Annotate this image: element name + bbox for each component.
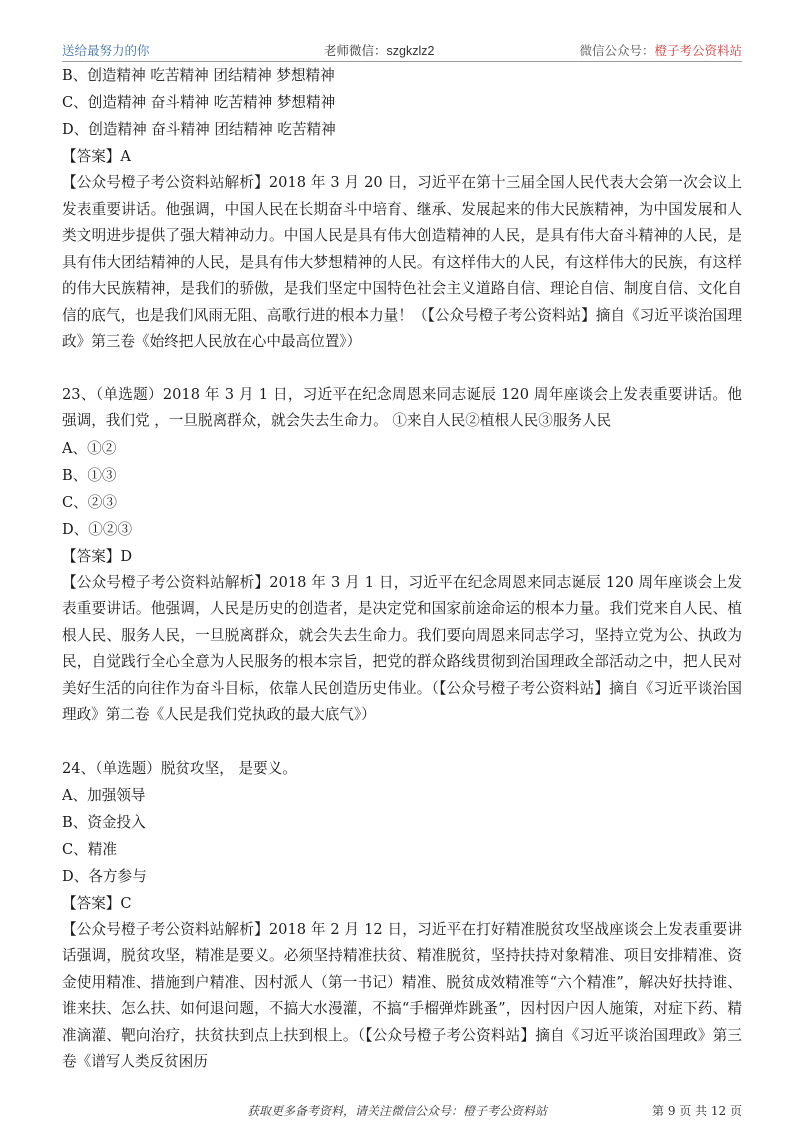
q23-option-b: B、①③ [62,466,117,484]
q24-answer: 【答案】C [62,894,132,912]
q24-option-b: B、资金投入 [62,813,146,831]
page-footer [62,1102,742,1122]
q24-analysis: 【公众号橙子考公资料站解析】2018 年 2 月 12 日，习近平在打好精准脱贫攻坚战座谈会上发表重要讲话强调，脱贫攻坚，精准是要义。必须坚持精准扶贫、精准脱贫，坚持扶持对象精准、项目安排精准、资金使用精准、措施到户精准、因村派人（第一书记）精准、脱贫成效精准等“六个精准”，解决好扶持谁、谁来扶、怎么扶、如何退问题，不搞大水漫灌，不搞“手榴弹炸跳蚤”，因村因户因人施策，对症下药、精准滴灌、靶向治疗，扶贫扶到点上扶到根上。（【公众号橙子考公资料站】摘自《习近平谈治国理政》第三卷《谱写人类反贫困历 [62,920,742,1070]
q24-stem: 24、（单选题）脱贫攻坚， 是要义。 [62,759,297,777]
spacer [62,729,742,755]
header-teacher-wechat: 老师微信：szgkzlz2 [324,44,435,58]
q23-option-a: A、①② [62,439,117,457]
q24-option-c: C、精准 [62,840,117,858]
spacer [62,356,742,382]
q23-option-c: C、②③ [62,493,117,511]
document-body [62,62,742,1076]
q24-option-d: D、各方参与 [62,867,147,885]
q23-stem: 23、（单选题）2018 年 3 月 1 日，习近平在纪念周恩来同志诞辰 120 周年座谈会上发表重要讲话。他强调，我们党 ，一旦脱离群众，就会失去生命力。 ①来自人民②植根人民③服务人民 [62,385,742,429]
footer-promo: 获取更多备考资料，请关注微信公众号：橙子考公资料站 [247,1104,548,1118]
q23-option-d: D、①②③ [62,520,133,538]
q23-answer: 【答案】D [62,547,133,565]
q22-option-b: B、创造精神 吃苦精神 团结精神 梦想精神 [62,67,335,84]
header-account-prefix: 微信公众号： [579,44,655,58]
page-number: 第 9 页 共 12 页 [652,1104,742,1118]
q23-analysis: 【公众号橙子考公资料站解析】2018 年 3 月 1 日，习近平在纪念周恩来同志诞辰 120 周年座谈会上发表重要讲话。他强调，人民是历史的创造者，是决定党和国家前途命运的根本力量。我们党来自人民、植根人民、服务人民，一旦脱离群众，就会失去生命力。我们要向周恩来同志学习，坚持立党为公、执政为民，自觉践行全心全意为人民服务的根本宗旨，把党的群众路线贯彻到治国理政全部活动之中，把人民对美好生活的向往作为奋斗目标，依靠人民创造历史伟业。（【公众号橙子考公资料站】摘自《习近平谈治国理政》第二卷《人民是我们党执政的最大底气》） [62,573,742,723]
q22-option-c: C、创造精神 奋斗精神 吃苦精神 梦想精神 [62,94,336,111]
header-official-account [579,41,742,59]
q22-answer: 【答案】A [62,148,131,165]
header-account-name: 橙子考公资料站 [654,44,742,58]
header-slogan: 送给最努力的你 [62,44,150,58]
q22-analysis: 【公众号橙子考公资料站解析】2018 年 3 月 20 日，习近平在第十三届全国人民代表大会第一次会议上发表重要讲话。他强调，中国人民在长期奋斗中培育、继承、发展起来的伟大民族精神，为中国发展和人类文明进步提供了强大精神动力。中国人民是具有伟大创造精神的人民，是具有伟大奋斗精神的人民，是具有伟大团结精神的人民，是具有伟大梦想精神的人民。有这样伟大的人民，有这样伟大的民族，有这样的伟大民族精神，是我们的骄傲，是我们坚定中国特色社会主义道路自信、理论自信、制度自信、文化自信的底气，也是我们风雨无阻、高歌行进的根本力量！（【公众号橙子考公资料站】摘自《习近平谈治国理政》第三卷《始终把人民放在心中最高位置》） [62,174,742,350]
q24-option-a: A、加强领导 [62,786,146,804]
q22-option-d: D、创造精神 奋斗精神 团结精神 吃苦精神 [62,121,336,138]
page-header [62,40,742,62]
